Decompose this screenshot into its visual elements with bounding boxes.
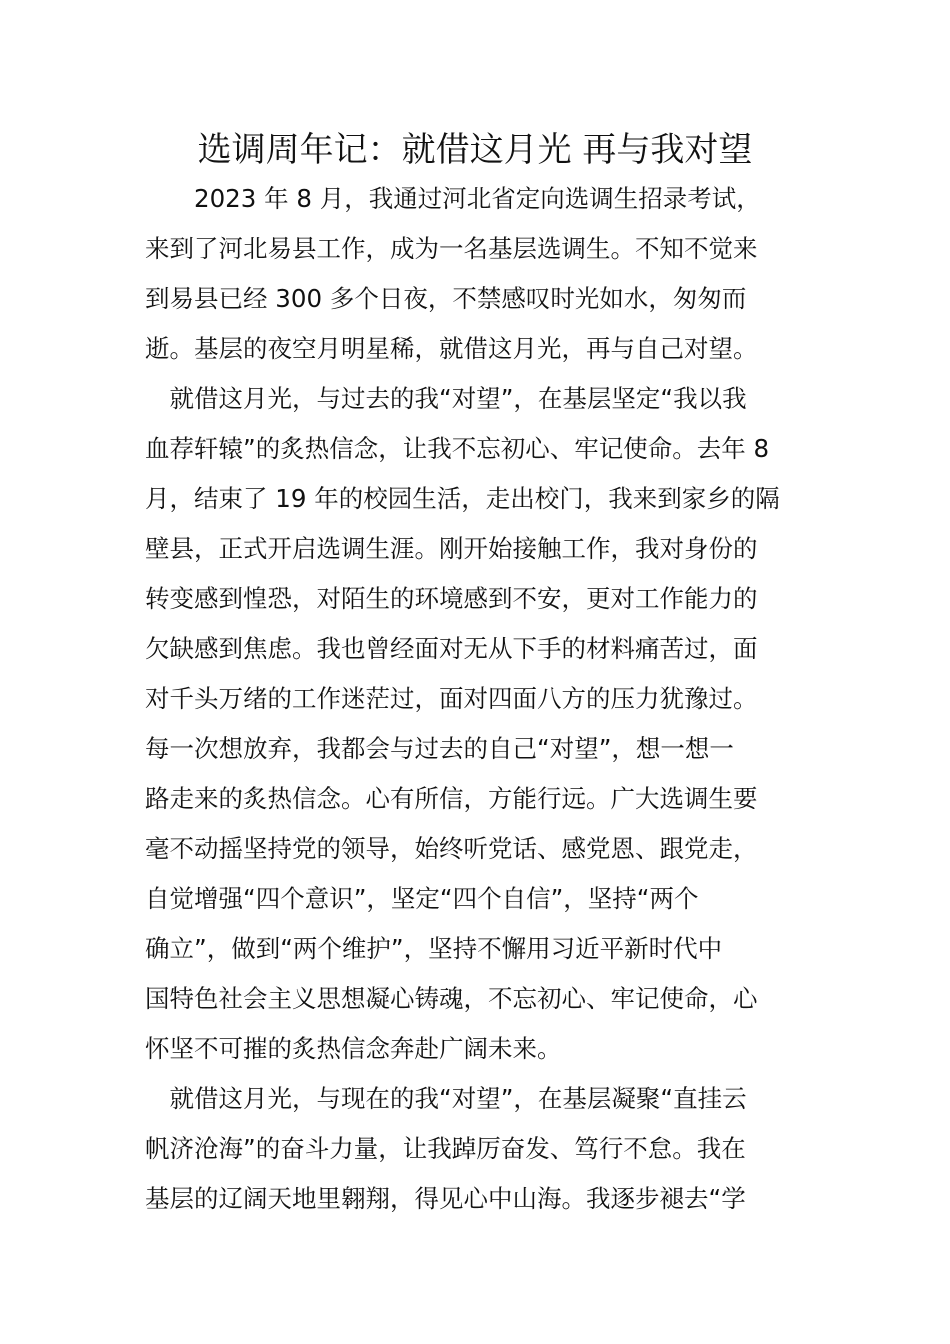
text-line: 壁县，正式开启选调生涯。刚开始接触工作，我对身份的	[145, 534, 758, 563]
text-line: 国特色社会主义思想凝心铸魂，不忘初心、牢记使命，心	[145, 984, 758, 1013]
text-line: 逝。基层的夜空月明星稀，就借这月光，再与自己对望。	[145, 334, 758, 363]
text-line: 基层的辽阔天地里翱翔，得见心中山海。我逐步褪去“学	[145, 1184, 746, 1213]
text-line: 确立”，做到“两个维护”，坚持不懈用习近平新时代中	[145, 934, 723, 963]
text-line: 帆济沧海”的奋斗力量，让我踔厉奋发、笃行不怠。我在	[145, 1134, 746, 1163]
text-line: 转变感到惶恐，对陌生的环境感到不安，更对工作能力的	[145, 584, 758, 613]
text-line: 血荐轩辕”的炙热信念，让我不忘初心、牢记使命。去年 8	[145, 434, 770, 463]
text-line: 毫不动摇坚持党的领导，始终听党话、感党恩、跟党走，	[145, 834, 758, 863]
text-line: 来到了河北易县工作，成为一名基层选调生。不知不觉来	[145, 234, 758, 263]
text-line: 就借这月光，与过去的我“对望”，在基层坚定“我以我	[145, 384, 747, 413]
text-line: 2023 年 8 月，我通过河北省定向选调生招录考试，	[145, 184, 761, 213]
text-line: 到易县已经 300 多个日夜，不禁感叹时光如水，匆匆而	[145, 284, 747, 313]
text-line: 就借这月光，与现在的我“对望”，在基层凝聚“直挂云	[145, 1084, 747, 1113]
text-line: 欠缺感到焦虑。我也曾经面对无从下手的材料痛苦过，面	[145, 634, 758, 663]
text-line: 对千头万绪的工作迷茫过，面对四面八方的压力犹豫过。	[145, 684, 758, 713]
text-line: 每一次想放弃，我都会与过去的自己“对望”，想一想一	[145, 734, 734, 763]
text-line: 月，结束了 19 年的校园生活，走出校门，我来到家乡的隔	[145, 484, 780, 513]
text-line: 路走来的炙热信念。心有所信，方能行远。广大选调生要	[145, 784, 758, 813]
text-line: 怀坚不可摧的炙热信念奔赴广阔未来。	[145, 1034, 562, 1063]
text-line: 自觉增强“四个意识”，坚定“四个自信”，坚持“两个	[145, 884, 699, 913]
document-title: 选调周年记：就借这月光 再与我对望	[197, 130, 753, 170]
